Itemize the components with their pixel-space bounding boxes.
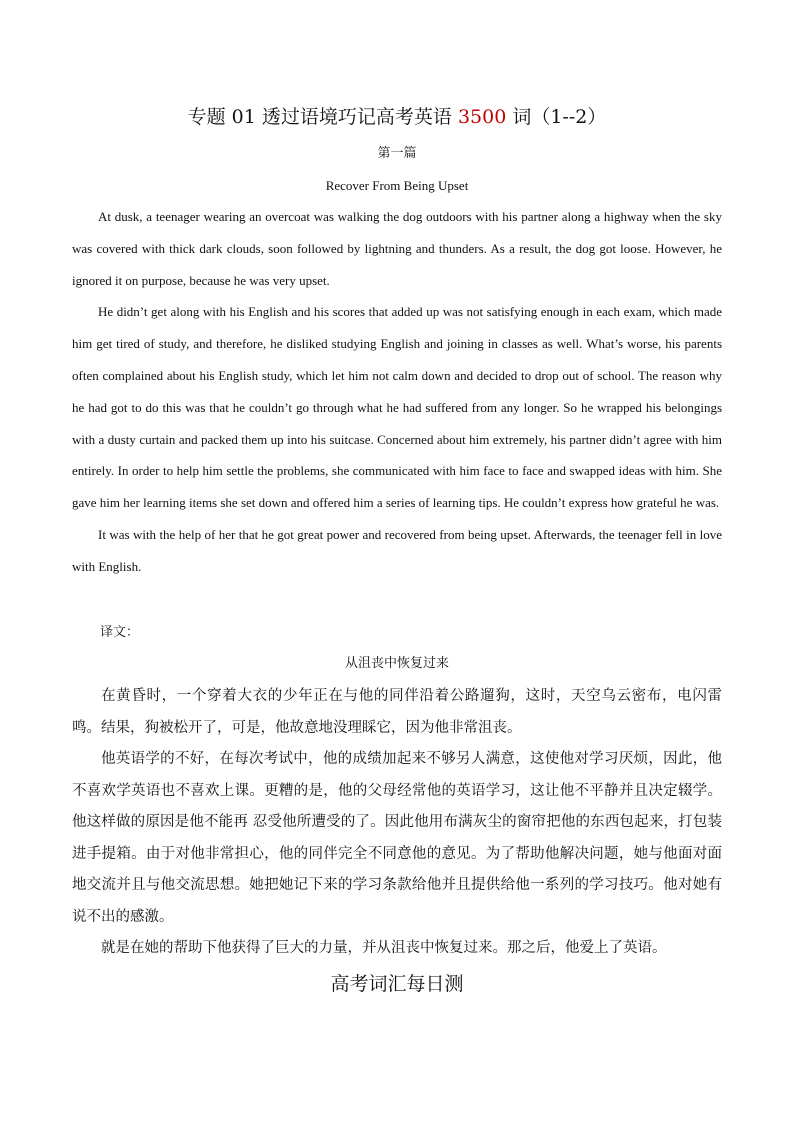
- chinese-paragraph-3: 就是在她的帮助下他获得了巨大的力量，并从沮丧中恢复过来。那之后，他爱上了英语。: [101, 940, 667, 956]
- chinese-paragraph-1: 在黄昏时，一个穿着大衣的少年正在与他的同伴沿着公路遛狗，这时，天空乌云密布，电闪雷鸣。结果，狗被松开了，可是，他故意地没理睬它，因为他非常沮丧。: [72, 688, 722, 736]
- title-text-end: 词（1--2）: [506, 106, 607, 128]
- english-paragraph-1: At dusk, a teenager wearing an overcoat was walking the dog outdoors with his partner along a highway when the sky was covered with thick dark clouds, soon followed by lightning and thunders. As a result, the dog got loose. However, he ignored it on purpose, because he was very upset.: [72, 209, 722, 288]
- title-text-start: 专题 01 透过语境巧记高考英语: [187, 106, 458, 128]
- english-article: [72, 201, 722, 583]
- title-highlight-number: 3500: [457, 106, 507, 128]
- document-title: [0, 104, 794, 130]
- english-paragraph-2: He didn’t get along with his English and his scores that added up was not satisfying enough in each exam, which made him get tired of study, and therefore, he disliked studying English and joining in classes as well. What’s worse, his parents often complained about his English study, which let him not calm down and decided to drop out of school. The reason why he had got to do this was that he couldn’t go through what he had suffered from any longer. So he wrapped his belongings with a dusty curtain and packed them up into his suitcase. Concerned about him extremely, his partner didn’t agree with him entirely. In order to help him settle the problems, she communicated with him face to face and swapped ideas with him. She gave him her learning items she set down and offered him a series of learning tips. He couldn’t express how grateful he was.: [72, 304, 722, 511]
- chinese-translation: [72, 681, 722, 965]
- section-label: 第一篇: [377, 146, 417, 161]
- english-paragraph-3: It was with the help of her that he got great power and recovered from being upset. Afterwards, the teenager fell in love with English.: [72, 526, 722, 574]
- translation-title: 从沮丧中恢复过来: [344, 656, 449, 671]
- article-title: Recover From Being Upset: [325, 178, 469, 193]
- vocab-heading: 高考词汇每日测: [330, 973, 464, 995]
- translation-label: 译文：: [100, 625, 140, 640]
- chinese-paragraph-2: 他英语学的不好，在每次考试中，他的成绩加起来不够另人满意，这使他对学习厌烦，因此，他不喜欢学英语也不喜欢上课。更糟的是，他的父母经常他的英语学习，这让他不平静并且决定辍学。他这样做的原因是他不能再 忍受他所遭受的了。因此他用布满灰尘的窗帘把他的东西包起来，打包装进手提箱。由于对他非常担心，他的同伴完全不同意他的意见。为了帮助他解决问题，她与他面对面地交流并且与他交流思想。她把她记下来的学习条款给他并且提供给他一系列的学习技巧。他对她有说不出的感激。: [72, 751, 722, 925]
